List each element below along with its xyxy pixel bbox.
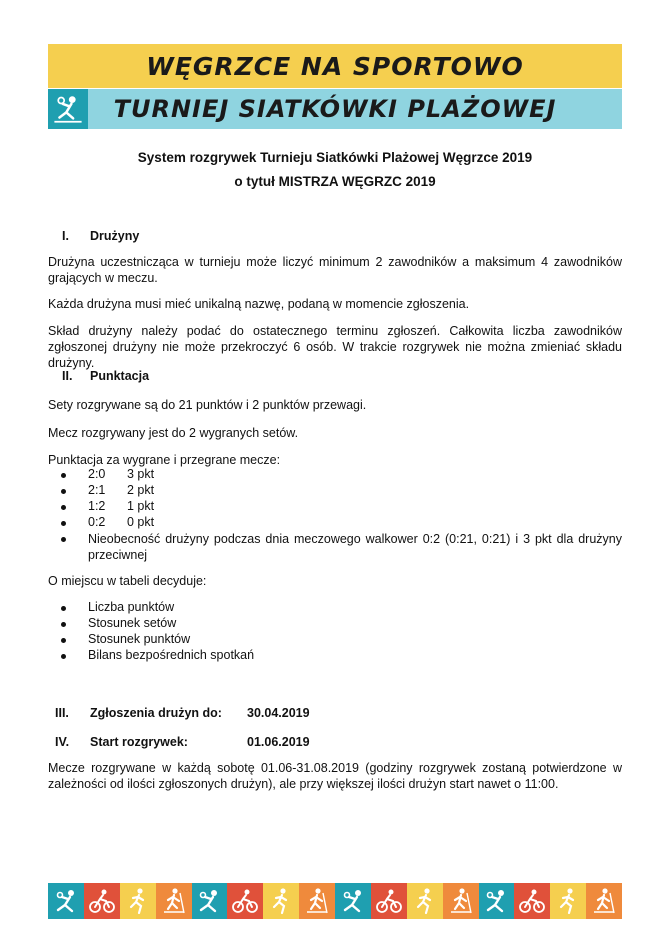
volleyball-player-icon	[48, 89, 88, 129]
teams-paragraph-3: Skład drużyny należy podać do ostatecznego terminu zgłoszeń. Całkowita liczba zawodników zgłoszonej drużyny nie może przekroczyć 6 osób. W trakcie rozgrywek nie można zmieniać składu drużyny.	[48, 324, 622, 370]
bullet-icon	[61, 654, 66, 659]
volleyball-icon	[482, 887, 510, 915]
footer-tile	[443, 883, 479, 919]
registration-label: Zgłoszenia drużyn do:	[90, 706, 222, 720]
section-number: I.	[62, 229, 69, 243]
footer-tile	[48, 883, 84, 919]
skier-icon	[160, 887, 188, 915]
volleyball-icon	[339, 887, 367, 915]
teams-paragraph-1: Drużyna uczestnicząca w turnieju może liczyć minimum 2 zawodników a maksimum 4 zawodników grających w meczu.	[48, 255, 622, 285]
scoring-paragraph-3: Punktacja za wygrane i przegrane mecze:	[48, 453, 281, 467]
runner-icon	[124, 887, 152, 915]
bullet-icon	[61, 622, 66, 627]
section-number: II.	[62, 369, 73, 383]
section-label: Drużyny	[90, 229, 140, 243]
start-label: Start rozgrywek:	[90, 735, 188, 749]
walkover-rule: Nieobecność drużyny podczas dnia meczowego walkower 0:2 (0:21, 0:21) i 3 pkt dla drużyny przeciwnej	[88, 532, 622, 562]
footer-icon-strip	[48, 883, 622, 919]
document-title: System rozgrywek Turnieju Siatkówki Plażowej Węgrzce 2019	[137, 150, 533, 165]
footer-tile	[335, 883, 371, 919]
section-label: Punktacja	[90, 369, 150, 383]
footer-tile	[192, 883, 228, 919]
score-result: 1:2	[88, 499, 106, 513]
skier-icon	[447, 887, 475, 915]
score-result: 2:1	[88, 483, 106, 497]
cyclist-icon	[231, 887, 259, 915]
skier-icon	[590, 887, 618, 915]
section-number: III.	[55, 706, 69, 720]
schedule-paragraph: Mecze rozgrywane w każdą sobotę 01.06-31.08.2019 (godziny rozgrywek zostaną potwierdzone w zależności od ilości zgłoszonych drużyn), ale przy większej ilości drużyn start nawet o 11:00.	[48, 761, 622, 791]
footer-tile	[263, 883, 299, 919]
bullet-icon	[61, 489, 66, 494]
cyclist-icon	[518, 887, 546, 915]
criterion: Stosunek punktów	[88, 632, 191, 646]
footer-tile	[299, 883, 335, 919]
list-item	[48, 483, 622, 499]
cyclist-icon	[88, 887, 116, 915]
bullet-icon	[61, 537, 66, 542]
runner-icon	[267, 887, 295, 915]
ranking-intro: O miejscu w tabeli decyduje:	[48, 574, 207, 588]
bullet-icon	[61, 521, 66, 526]
cyclist-icon	[375, 887, 403, 915]
list-item	[48, 616, 622, 632]
list-item	[48, 499, 622, 515]
list-item	[48, 632, 622, 648]
list-item	[48, 648, 622, 664]
list-item	[48, 515, 622, 531]
scoring-paragraph-1: Sety rozgrywane są do 21 punktów i 2 punktów przewagi.	[48, 398, 367, 412]
list-item	[48, 600, 622, 616]
teams-paragraph-2: Każda drużyna musi mieć unikalną nazwę, podaną w momencie zgłoszenia.	[48, 297, 470, 311]
bullet-icon	[61, 606, 66, 611]
skier-icon	[303, 887, 331, 915]
criterion: Liczba punktów	[88, 600, 175, 614]
footer-tile	[156, 883, 192, 919]
score-points: 2 pkt	[127, 483, 155, 497]
header-subtitle: TURNIEJ SIATKÓWKI PLAŻOWEJ	[113, 95, 557, 123]
footer-tile	[120, 883, 156, 919]
footer-tile	[407, 883, 443, 919]
scoring-paragraph-2: Mecz rozgrywany jest do 2 wygranych setów.	[48, 426, 299, 440]
footer-tile	[550, 883, 586, 919]
footer-tile	[479, 883, 515, 919]
footer-tile	[514, 883, 550, 919]
footer-tile	[84, 883, 120, 919]
document-subtitle: o tytuł MISTRZA WĘGRZC 2019	[234, 174, 436, 189]
runner-icon	[554, 887, 582, 915]
score-points: 3 pkt	[127, 467, 155, 481]
criterion: Stosunek setów	[88, 616, 177, 630]
footer-tile	[227, 883, 263, 919]
bullet-icon	[61, 505, 66, 510]
bullet-icon	[61, 473, 66, 478]
registration-date: 30.04.2019	[247, 706, 310, 720]
bullet-icon	[61, 638, 66, 643]
score-points: 0 pkt	[127, 515, 155, 529]
volleyball-icon	[52, 887, 80, 915]
list-item	[48, 467, 622, 483]
list-item	[48, 531, 622, 563]
footer-tile	[586, 883, 622, 919]
footer-tile	[371, 883, 407, 919]
header-banner-bottom	[48, 89, 622, 129]
runner-icon	[411, 887, 439, 915]
criterion: Bilans bezpośrednich spotkań	[88, 648, 255, 662]
section-number: IV.	[55, 735, 70, 749]
volleyball-icon	[195, 887, 223, 915]
score-result: 0:2	[88, 515, 106, 529]
header-banner-top	[48, 44, 622, 88]
start-date: 01.06.2019	[247, 735, 310, 749]
score-result: 2:0	[88, 467, 106, 481]
header-title: WĘGRZCE NA SPORTOWO	[146, 51, 524, 81]
score-points: 1 pkt	[127, 499, 155, 513]
